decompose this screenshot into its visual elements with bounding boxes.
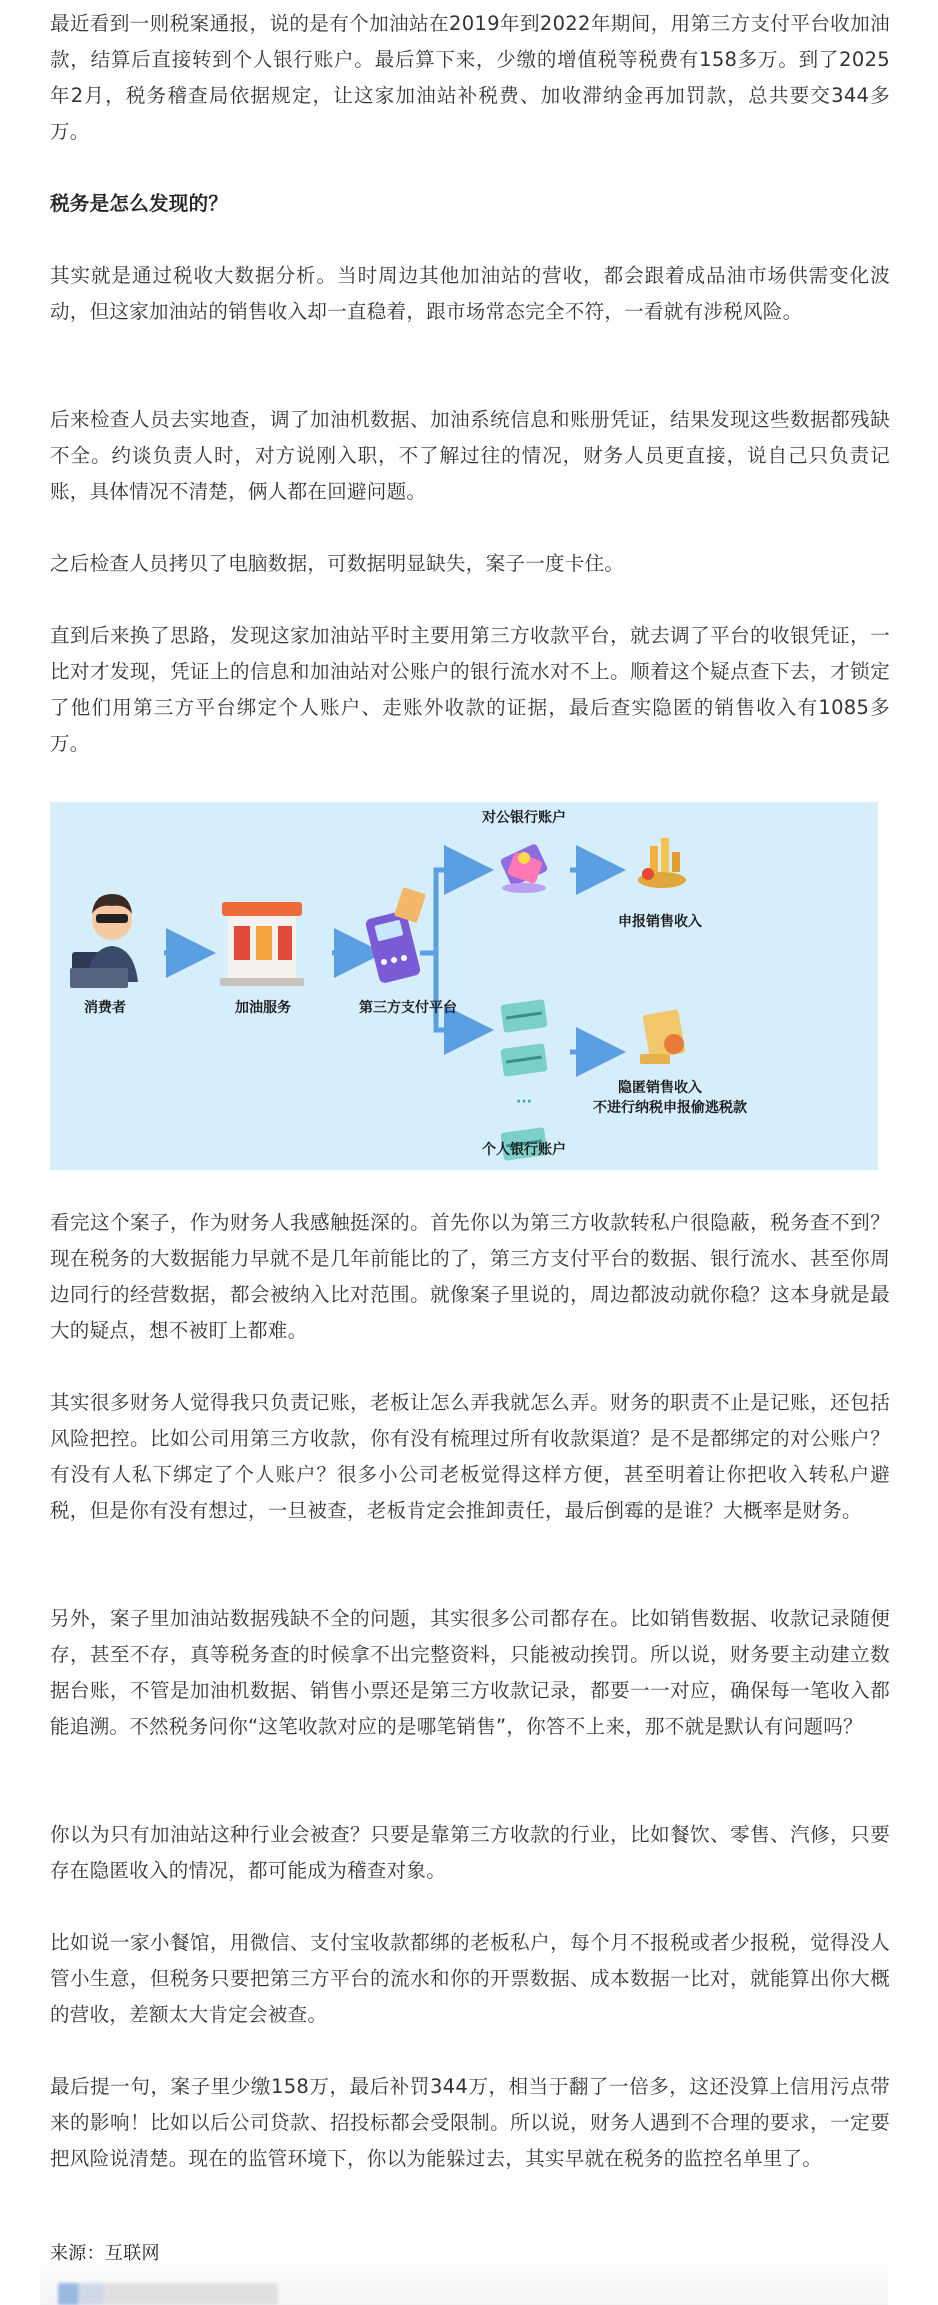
section-heading: 税务是怎么发现的？ (50, 192, 229, 215)
consumer-icon (70, 894, 138, 988)
paragraph: 看完这个案子，作为财务人我感触挺深的。首先你以为第三方收款转私户很隐蔽，税务查不到？现在税务的大数据能力早就不是几年前能比的了，第三方支付平台的数据、银行流水、甚至你周边同行的经营数据，都会被纳入比对范围。就像案子里说的，周边都波动就你稳？这本身就是最大的疑点，想不被盯上都难。 (50, 1211, 890, 1342)
paragraph: 最后提一句，案子里少缴158万，最后补罚344万，相当于翻了一倍多，这还没算上信用污点带来的影响！比如以后公司贷款、招投标都会受限制。所以说，财务人遇到不合理的要求，一定要把风险说清楚。现在的监管环境下，你以为能躲过去，其实早就在税务的监控名单里了。 (50, 2075, 890, 2170)
blurred-signature (58, 2283, 278, 2305)
declared-income-label: 申报销售收入 (618, 914, 702, 930)
hidden-income-label: 隐匿销售收入 (618, 1080, 702, 1096)
consumer-label: 消费者 (84, 1000, 126, 1016)
declared-revenue-icon (638, 838, 686, 888)
personal-account-label: 个人银行账户 (482, 1142, 566, 1158)
third-party-label: 第三方支付平台 (359, 1000, 457, 1016)
paragraph: 之后检查人员拷贝了电脑数据，可数据明显缺失，案子一度卡住。 (50, 552, 625, 575)
fuel-service-label: 加油服务 (235, 1000, 291, 1016)
gas-station-icon (220, 902, 304, 986)
paragraph: 最近看到一则税案通报，说的是有个加油站在2019年到2022年期间，用第三方支付平台收加油款，结算后直接转到个人银行账户。最后算下来，少缴的增值税等税费有158多万。到了2025年2月，税务稽查局依据规定，让这家加油站补税费、加收滞纳金再加罚款，总共要交344多万。 (50, 12, 890, 143)
paragraph: 比如说一家小餐馆，用微信、支付宝收款都绑的老板私户，每个月不报税或者少报税，觉得没人管小生意，但税务只要把第三方平台的流水和你的开票数据、成本数据一比对，就能算出你大概的营收，差额太大肯定会被查。 (50, 1931, 890, 2026)
corporate-bank-icon (500, 843, 549, 893)
paragraph: 后来检查人员去实地查，调了加油机数据、加油系统信息和账册凭证，结果发现这些数据都残缺不全。约谈负责人时，对方说刚入职，不了解过往的情况，财务人员更直接，说自己只负责记账，具体情况不清楚，俩人都在回避问题。 (50, 408, 890, 503)
personal-card-icon (500, 999, 547, 1033)
paragraph: 另外，案子里加油站数据残缺不全的问题，其实很多公司都存在。比如销售数据、收款记录随便存，甚至不存，真等税务查的时候拿不出完整资料，只能被动挨罚。所以说，财务要主动建立数据台账，不管是加油机数据、销售小票还是第三方收款记录，都要一一对应，确保每一笔收入都能追溯。不然税务问你“这笔收款对应的是哪笔销售”，你答不上来，那不就是默认有问题吗？ (50, 1607, 890, 1738)
flow-diagram (50, 802, 878, 1170)
paragraph: 其实就是通过税收大数据分析。当时周边其他加油站的营收，都会跟着成品油市场供需变化波动，但这家加油站的销售收入却一直稳着，跟市场常态完全不符，一看就有涉税风险。 (50, 264, 890, 323)
paragraph: 你以为只有加油站这种行业会被查？只要是靠第三方收款的行业，比如餐饮、零售、汽修，只要存在隐匿收入的情况，都可能成为稽查对象。 (50, 1823, 890, 1882)
dots-label: ··· (516, 1094, 532, 1110)
paragraph: 其实很多财务人觉得我只负责记账，老板让怎么弄我就怎么弄。财务的职责不止是记账，还包括风险把控。比如公司用第三方收款，你有没有梳理过所有收款渠道？是不是都绑定的对公账户？有没有人私下绑定了个人账户？很多小公司老板觉得这样方便，甚至明着让你把收入转私户避税，但是你有没有想过，一旦被查，老板肯定会推卸责任，最后倒霉的是谁？大概率是财务。 (50, 1391, 890, 1522)
corporate-account-label: 对公银行账户 (482, 810, 566, 826)
hidden-revenue-icon (640, 1009, 686, 1064)
paragraph: 直到后来换了思路，发现这家加油站平时主要用第三方收款平台，就去调了平台的收银凭证，一比对才发现，凭证上的信息和加油站对公账户的银行流水对不上。顺着这个疑点查下去，才锁定了他们用第三方平台绑定个人账户、走账外收款的证据，最后查实隐匿的销售收入有1085多万。 (50, 624, 890, 755)
source-text: 来源：互联网 (50, 2243, 160, 2264)
pos-terminal-icon (365, 887, 426, 984)
hidden-income-note: 不进行纳税申报偷逃税款 (593, 1100, 747, 1116)
personal-card-icon (500, 1043, 547, 1077)
